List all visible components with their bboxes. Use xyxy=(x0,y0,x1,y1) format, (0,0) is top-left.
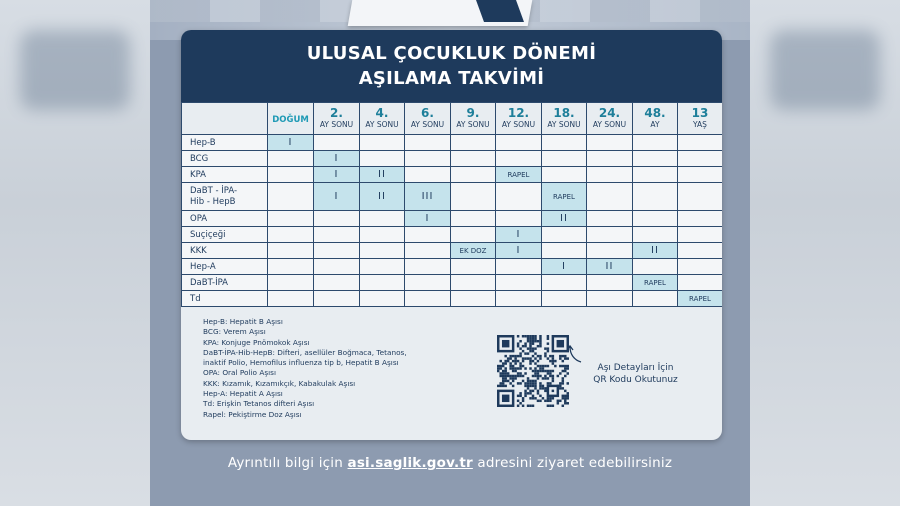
schedule-cell xyxy=(405,227,451,243)
footer-info xyxy=(150,455,750,471)
schedule-cell xyxy=(314,211,360,227)
header-age-number: 18. xyxy=(553,105,575,120)
schedule-cell xyxy=(405,243,451,259)
schedule-cell xyxy=(451,183,496,211)
vaccine-name: Td xyxy=(182,291,268,307)
schedule-cell xyxy=(633,243,678,259)
schedule-cell xyxy=(587,211,633,227)
title-line-2: AŞILAMA TAKVİMİ xyxy=(358,68,545,89)
schedule-cell xyxy=(496,259,542,275)
header-cell-age xyxy=(633,103,678,135)
legend-item: Td: Erişkin Tetanos difteri Aşısı xyxy=(203,399,315,409)
schedule-cell xyxy=(405,291,451,307)
header-cell-age xyxy=(496,103,542,135)
header-cell-age xyxy=(451,103,496,135)
schedule-cell xyxy=(542,275,587,291)
dose-label: RAPEL xyxy=(553,192,575,201)
schedule-cell xyxy=(496,183,542,211)
schedule-cell xyxy=(451,227,496,243)
schedule-cell xyxy=(542,259,587,275)
schedule-cell xyxy=(633,183,678,211)
header-cell-age xyxy=(314,103,360,135)
qr-caption xyxy=(573,362,698,386)
schedule-cell xyxy=(360,211,405,227)
schedule-cell xyxy=(405,275,451,291)
table-body xyxy=(182,135,723,307)
schedule-cell xyxy=(678,211,723,227)
blurred-background-left xyxy=(0,0,150,506)
table-row xyxy=(182,135,723,151)
schedule-cell xyxy=(314,227,360,243)
schedule-cell xyxy=(678,183,723,211)
schedule-cell xyxy=(587,243,633,259)
header-cell-age xyxy=(360,103,405,135)
schedule-cell xyxy=(587,291,633,307)
vaccine-name xyxy=(182,183,268,211)
schedule-cell xyxy=(451,291,496,307)
footer-suffix: adresini ziyaret edebilirsiniz xyxy=(477,455,673,471)
legend-item: BCG: Verem Aşısı xyxy=(203,327,266,337)
table-header-row xyxy=(182,103,723,135)
schedule-cell xyxy=(314,275,360,291)
schedule-cell xyxy=(451,135,496,151)
schedule-cell xyxy=(633,227,678,243)
schedule-cell xyxy=(360,259,405,275)
vaccine-name-line: DaBT - İPA- xyxy=(190,185,238,196)
schedule-cell xyxy=(451,211,496,227)
header-age-label: DOĞUM xyxy=(272,115,309,125)
schedule-cell xyxy=(496,135,542,151)
legend-item: DaBT-İPA-Hib-HepB: Difteri, asellüler Boğmaca, Tetanos, xyxy=(203,347,407,357)
schedule-cell xyxy=(314,183,360,211)
legend-item: KPA: Konjuge Pnömokok Aşısı xyxy=(203,337,310,347)
schedule-cell xyxy=(360,135,405,151)
header-age-number: 48. xyxy=(644,105,666,120)
schedule-cell xyxy=(451,151,496,167)
schedule-cell xyxy=(314,291,360,307)
schedule-cell xyxy=(268,227,314,243)
header-cell-age xyxy=(405,103,451,135)
schedule-cell xyxy=(633,259,678,275)
schedule-cell xyxy=(268,291,314,307)
header-age-unit: AY SONU xyxy=(501,119,536,129)
schedule-cell xyxy=(268,135,314,151)
schedule-cell xyxy=(678,259,723,275)
schedule-cell xyxy=(360,275,405,291)
dose-label: I xyxy=(425,213,430,224)
schedule-cell xyxy=(451,243,496,259)
schedule-cell xyxy=(451,259,496,275)
title-line-1: ULUSAL ÇOCUKLUK DÖNEMİ xyxy=(306,43,597,64)
schedule-cell xyxy=(360,167,405,183)
legend-item: Rapel: Pekiştirme Doz Aşısı xyxy=(203,409,302,419)
table-row xyxy=(182,167,723,183)
schedule-cell xyxy=(678,275,723,291)
legend-item: KKK: Kızamık, Kızamıkçık, Kabakulak Aşısı xyxy=(203,378,356,388)
curved-arrow-icon xyxy=(566,344,584,364)
header-age-number: 2. xyxy=(330,105,343,120)
header-age-number: 12. xyxy=(507,105,530,120)
vaccine-name: KKK xyxy=(182,243,268,259)
schedule-cell xyxy=(314,151,360,167)
schedule-cell xyxy=(542,183,587,211)
header-age-unit: YAŞ xyxy=(693,119,707,129)
dose-label: EK DOZ xyxy=(459,246,487,255)
schedule-cell xyxy=(678,151,723,167)
qr-code-icon[interactable] xyxy=(497,335,569,407)
header-cell-age xyxy=(268,103,314,135)
schedule-cell xyxy=(496,243,542,259)
schedule-cell xyxy=(360,183,405,211)
vaccine-name: KPA xyxy=(182,167,268,183)
legend-item: OPA: Oral Polio Aşısı xyxy=(203,368,276,378)
header-cell-age xyxy=(542,103,587,135)
table-row xyxy=(182,227,723,243)
dose-label: II xyxy=(605,261,614,272)
schedule-cell xyxy=(633,135,678,151)
schedule-cell xyxy=(360,151,405,167)
schedule-cell xyxy=(678,243,723,259)
schedule-cell xyxy=(678,291,723,307)
header-age-unit: AY SONU xyxy=(592,119,627,129)
vaccine-name: Hep-B xyxy=(182,135,268,151)
schedule-cell xyxy=(314,243,360,259)
header-cell-age xyxy=(678,103,723,135)
schedule-cell xyxy=(268,183,314,211)
schedule-cell xyxy=(542,243,587,259)
dose-label: RAPEL xyxy=(507,170,530,179)
schedule-cell xyxy=(496,291,542,307)
dose-label: I xyxy=(288,137,293,148)
dose-label: I xyxy=(334,191,339,202)
vaccination-schedule-table xyxy=(181,102,722,307)
header-age-unit: AY SONU xyxy=(456,119,490,129)
schedule-cell xyxy=(405,135,451,151)
header-age-unit: AY SONU xyxy=(319,119,354,129)
dose-label: II xyxy=(378,169,386,180)
header-age-unit: AY xyxy=(650,119,660,129)
schedule-cell xyxy=(496,151,542,167)
schedule-cell xyxy=(633,291,678,307)
header-age-number: 9. xyxy=(466,105,480,120)
vaccine-name: DaBT-İPA xyxy=(182,275,268,291)
card-header xyxy=(181,30,722,102)
schedule-cell xyxy=(496,227,542,243)
table-row xyxy=(182,243,723,259)
decorative-book xyxy=(476,0,524,22)
vaccine-name: OPA xyxy=(182,211,268,227)
schedule-cell xyxy=(587,183,633,211)
header-age-number: 24. xyxy=(598,105,621,120)
schedule-cell xyxy=(268,259,314,275)
schedule-cell xyxy=(451,167,496,183)
schedule-cell xyxy=(496,275,542,291)
abbreviation-legend xyxy=(203,317,483,420)
schedule-cell xyxy=(633,211,678,227)
blurred-background-right xyxy=(750,0,900,506)
dose-label: III xyxy=(421,191,434,202)
schedule-cell xyxy=(678,135,723,151)
dose-label: I xyxy=(334,169,339,180)
schedule-cell xyxy=(633,167,678,183)
schedule-cell xyxy=(587,227,633,243)
schedule-cell xyxy=(360,243,405,259)
schedule-cell xyxy=(268,243,314,259)
dose-label: RAPEL xyxy=(644,278,666,287)
dose-label: II xyxy=(378,191,386,202)
table-row xyxy=(182,183,723,211)
schedule-cell xyxy=(405,167,451,183)
schedule-cell xyxy=(633,151,678,167)
dose-label: I xyxy=(334,153,339,164)
footer-prefix: Ayrıntılı bilgi için xyxy=(227,455,344,471)
schedule-cell xyxy=(542,151,587,167)
schedule-cell xyxy=(678,227,723,243)
schedule-cell xyxy=(587,135,633,151)
schedule-cell xyxy=(314,259,360,275)
dose-label: II xyxy=(651,245,659,256)
header-age-unit: AY SONU xyxy=(365,119,399,129)
schedule-cell xyxy=(542,211,587,227)
table-row xyxy=(182,259,723,275)
dose-label: II xyxy=(560,213,568,224)
schedule-cell xyxy=(587,275,633,291)
schedule-cell xyxy=(542,135,587,151)
schedule-cell xyxy=(542,227,587,243)
legend-item: Hep-A: Hepatit A Aşısı xyxy=(203,389,283,399)
vaccine-name: Suçiçeği xyxy=(182,227,268,243)
table-row xyxy=(182,151,723,167)
schedule-cell xyxy=(268,211,314,227)
vaccine-name: Hep-A xyxy=(182,259,268,275)
schedule-cell xyxy=(405,183,451,211)
schedule-cell xyxy=(496,211,542,227)
schedule-cell xyxy=(587,259,633,275)
vaccination-poster xyxy=(150,0,750,506)
schedule-cell xyxy=(496,167,542,183)
legend-item: Hep-B: Hepatit B Aşısı xyxy=(203,317,283,326)
schedule-card xyxy=(181,30,722,440)
schedule-cell xyxy=(542,167,587,183)
schedule-cell xyxy=(360,291,405,307)
header-age-unit: AY SONU xyxy=(547,119,581,129)
schedule-cell xyxy=(314,135,360,151)
header-age-number: 6. xyxy=(421,105,434,120)
vaccine-name-line: Hib - HepB xyxy=(190,196,236,207)
schedule-cell xyxy=(268,275,314,291)
qr-caption-line-2: QR Kodu Okutunuz xyxy=(593,375,678,385)
schedule-cell xyxy=(542,291,587,307)
table-row xyxy=(182,275,723,291)
header-age-number: 13 xyxy=(691,105,709,120)
qr-caption-line-1: Aşı Detayları İçin xyxy=(597,363,674,373)
header-age-unit: AY SONU xyxy=(410,119,445,129)
header-cell-vaccine xyxy=(182,103,268,135)
dose-label: I xyxy=(516,245,521,256)
footer-url-link[interactable]: asi.saglik.gov.tr xyxy=(347,455,473,471)
schedule-cell xyxy=(587,167,633,183)
dose-label: I xyxy=(516,229,521,240)
vaccine-name: BCG xyxy=(182,151,268,167)
header-cell-age xyxy=(587,103,633,135)
header-age-number: 4. xyxy=(375,105,389,120)
schedule-cell xyxy=(268,151,314,167)
schedule-cell xyxy=(678,167,723,183)
table-row xyxy=(182,291,723,307)
schedule-cell xyxy=(587,151,633,167)
schedule-cell xyxy=(314,167,360,183)
schedule-cell xyxy=(451,275,496,291)
schedule-cell xyxy=(405,259,451,275)
dose-label: I xyxy=(562,261,566,272)
table-row xyxy=(182,211,723,227)
dose-label: RAPEL xyxy=(689,294,711,303)
schedule-cell xyxy=(405,211,451,227)
schedule-cell xyxy=(360,227,405,243)
schedule-cell xyxy=(268,167,314,183)
schedule-cell xyxy=(633,275,678,291)
legend-item: inaktif Polio, Hemofilus influenza tip b, Hepatit B Aşısı xyxy=(203,358,399,368)
schedule-cell xyxy=(405,151,451,167)
